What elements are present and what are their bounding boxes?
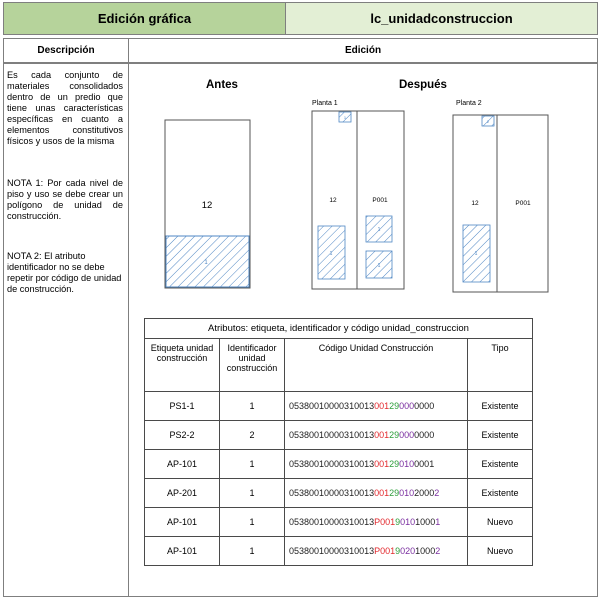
code-segment: 000 (399, 401, 415, 411)
col-etiqueta: Etiqueta unidad construcción (145, 339, 220, 392)
table-row (145, 479, 533, 508)
code-segment: 001 (374, 459, 390, 469)
description-text: Es cada conjunto de materiales consolidados dentro de un predio que tiene unas características específicas en cuanto a elementos constitutivos físicos y usos de la misma (7, 70, 123, 146)
plan1-unit-c-id: 1 (377, 263, 381, 269)
code-segment: 2000 (414, 488, 435, 498)
table-row (145, 421, 533, 450)
col-tipo: Tipo (468, 339, 533, 392)
code-segment: P001 (374, 517, 396, 527)
code-segment: 0001 (414, 459, 435, 469)
code-segment: 05380010000310013 (289, 430, 375, 440)
before-unit-id: 1 (204, 260, 208, 266)
cell-identificador: 1 (220, 479, 285, 508)
header-edicion-grafica: Edición gráfica (3, 2, 286, 35)
label-despues: Después (399, 79, 447, 91)
code-segment: 010 (400, 517, 416, 527)
header-layer-name: lc_unidadconstruccion (285, 2, 598, 35)
code-segment: 1 (435, 517, 441, 527)
note-1: NOTA 1: Por cada nivel de piso y uso se debe crear un polígono de unidad de construcción. (7, 178, 123, 221)
code-segment: 000 (399, 430, 415, 440)
code-segment: 001 (374, 401, 390, 411)
code-segment: 29 (389, 430, 400, 440)
code-segment: 05380010000310013 (289, 459, 375, 469)
code-segment: 05380010000310013 (289, 517, 375, 527)
code-segment: 29 (389, 401, 400, 411)
plan1-lot-code: P001 (372, 197, 388, 204)
table-caption: Atributos: etiqueta, identificador y código unidad_construccion (145, 319, 533, 339)
code-segment: 1000 (415, 546, 436, 556)
code-segment: 0000 (414, 430, 435, 440)
plan2-lot-number: 12 (471, 200, 479, 207)
note-2: NOTA 2: El atributo identificador no se debe repetir por código de unidad de construcción. (7, 251, 122, 294)
label-antes: Antes (206, 79, 238, 91)
plan1-unit-a-id: 1 (329, 251, 333, 257)
cell-tipo: Nuevo (468, 537, 533, 566)
code-segment: 05380010000310013 (289, 546, 375, 556)
attributes-table (144, 318, 533, 566)
plan1-unit-top-id: 1 (343, 115, 347, 120)
code-segment: 001 (374, 430, 390, 440)
plan2-unit-top-id: 2 (486, 119, 490, 124)
code-segment: 020 (400, 546, 416, 556)
cell-codigo (285, 537, 468, 566)
code-segment: P001 (374, 546, 396, 556)
cell-identificador: 2 (220, 421, 285, 450)
code-segment: 2 (435, 546, 441, 556)
code-segment: 9 (395, 517, 401, 527)
col-codigo: Código Unidad Construcción (285, 339, 468, 392)
cell-tipo: Nuevo (468, 508, 533, 537)
cell-etiqueta: AP-101 (145, 450, 220, 479)
code-segment: 010 (399, 459, 415, 469)
plan1-unit-b-id: 1 (377, 227, 381, 233)
subheader-edicion: Edición (128, 38, 598, 63)
table-row (145, 537, 533, 566)
code-segment: 05380010000310013 (289, 401, 375, 411)
before-after-diagram (129, 64, 597, 314)
cell-etiqueta: AP-101 (145, 537, 220, 566)
plan1-lot-number: 12 (329, 197, 337, 204)
code-segment: 001 (374, 488, 390, 498)
col-identificador: Identificador unidad construcción (220, 339, 285, 392)
cell-tipo: Existente (468, 421, 533, 450)
cell-codigo (285, 450, 468, 479)
cell-identificador: 1 (220, 537, 285, 566)
cell-identificador: 1 (220, 450, 285, 479)
cell-codigo (285, 508, 468, 537)
subheader-descripcion: Descripción (3, 38, 129, 63)
cell-etiqueta: PS2-2 (145, 421, 220, 450)
plan2-unit-a-id: 1 (474, 251, 478, 257)
cell-tipo: Existente (468, 392, 533, 421)
code-segment: 1000 (415, 517, 436, 527)
cell-identificador: 1 (220, 508, 285, 537)
cell-identificador: 1 (220, 392, 285, 421)
table-row (145, 392, 533, 421)
label-planta-2: Planta 2 (456, 100, 482, 107)
cell-tipo: Existente (468, 450, 533, 479)
code-segment: 0000 (414, 401, 435, 411)
cell-etiqueta: AP-101 (145, 508, 220, 537)
cell-etiqueta: AP-201 (145, 479, 220, 508)
code-segment: 2 (434, 488, 440, 498)
code-segment: 05380010000310013 (289, 488, 375, 498)
table-row (145, 508, 533, 537)
code-segment: 010 (399, 488, 415, 498)
plan2-lot-code: P001 (515, 200, 531, 207)
cell-tipo: Existente (468, 479, 533, 508)
cell-etiqueta: PS1-1 (145, 392, 220, 421)
code-segment: 29 (389, 459, 400, 469)
before-lot-number: 12 (201, 200, 213, 211)
cell-codigo (285, 421, 468, 450)
label-planta-1: Planta 1 (312, 100, 338, 107)
code-segment: 29 (389, 488, 400, 498)
cell-codigo (285, 479, 468, 508)
code-segment: 9 (395, 546, 401, 556)
cell-codigo (285, 392, 468, 421)
table-row (145, 450, 533, 479)
